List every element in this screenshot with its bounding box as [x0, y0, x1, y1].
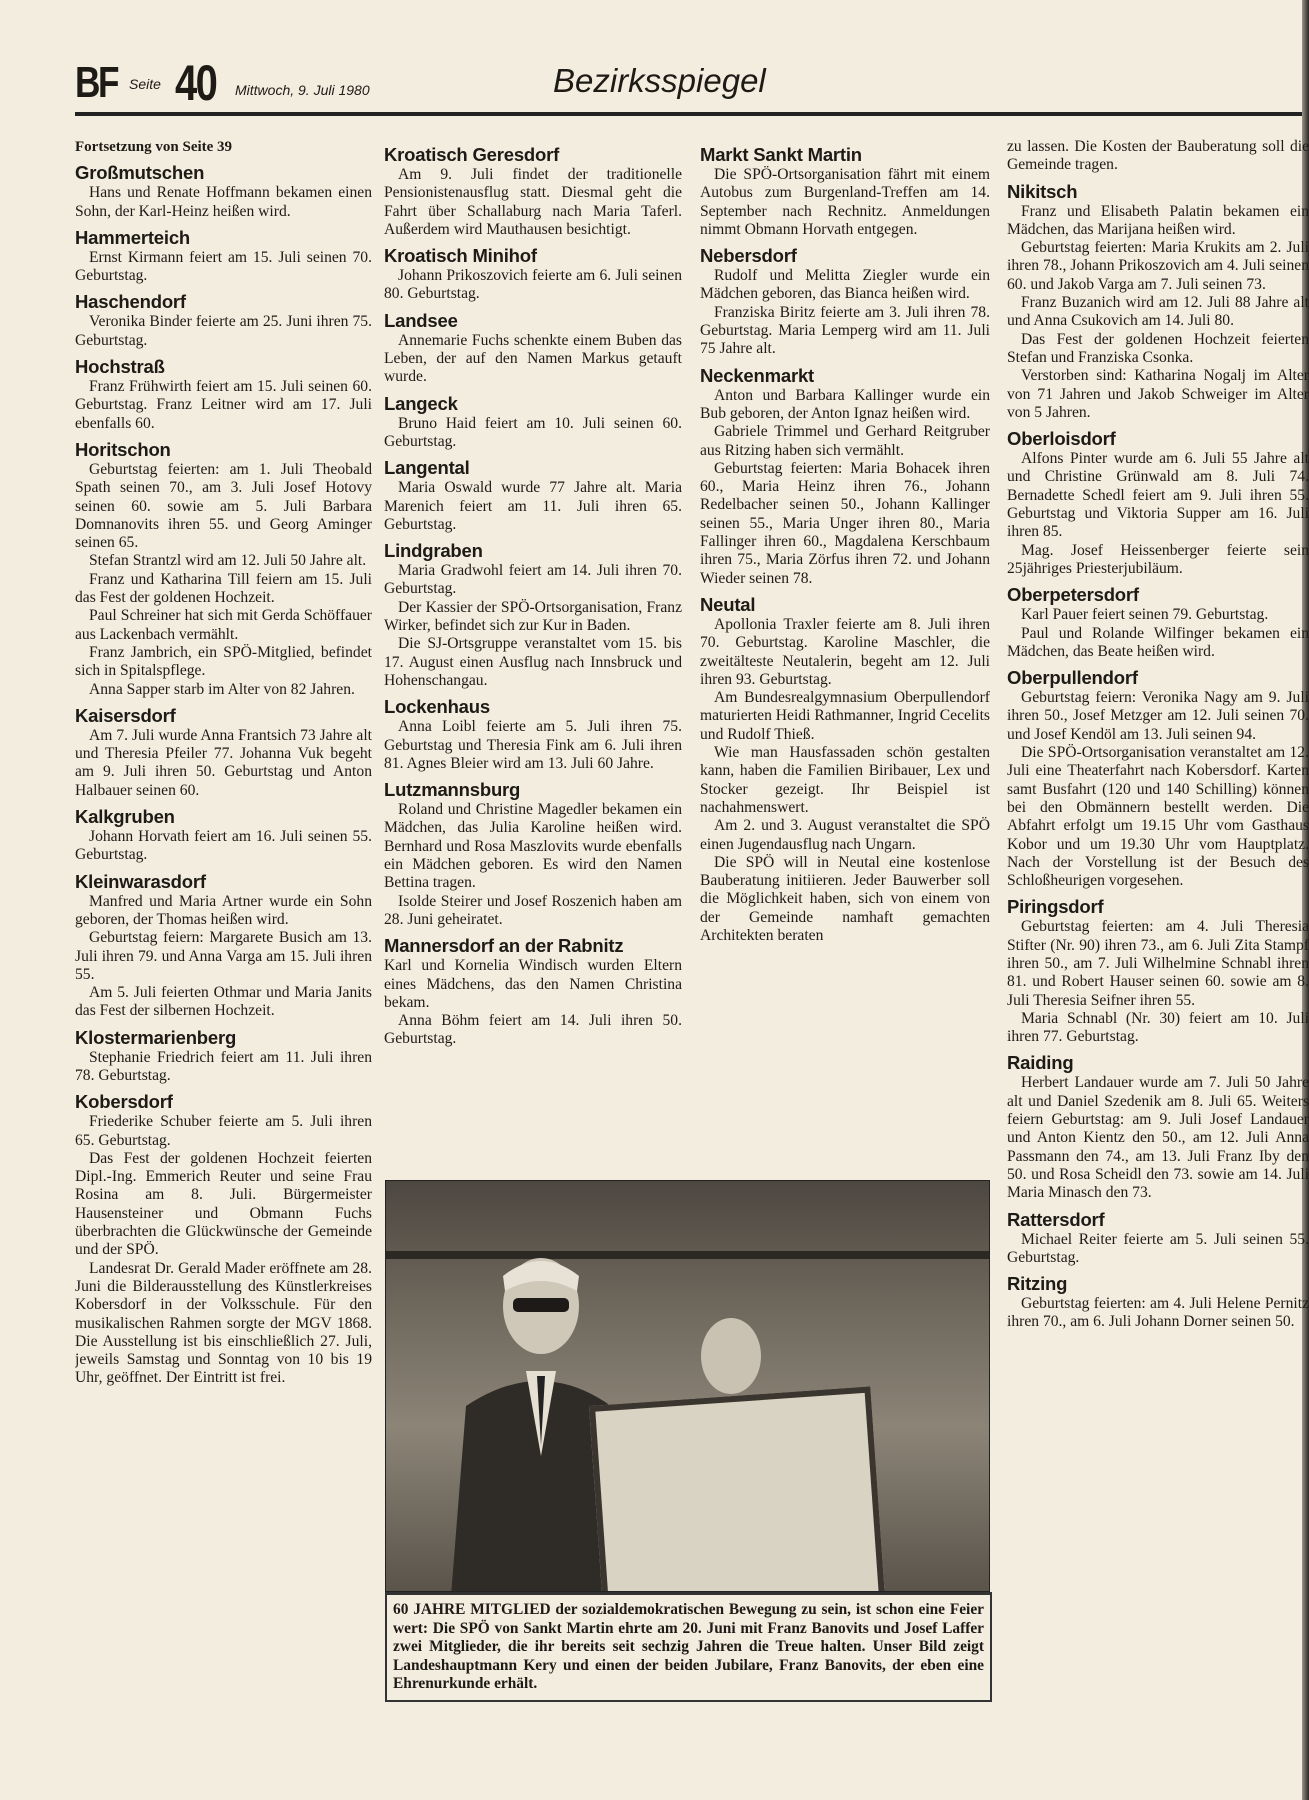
news-paragraph: Verstorben sind: Katharina Nogalj im Alter von 71 Jahren und Jakob Schweiger im Alter von 5 Jahren. — [1007, 367, 1309, 421]
news-paragraph: Stefan Strantzl wird am 12. Juli 50 Jahre alt. — [89, 552, 367, 570]
news-paragraph: Hans und Renate Hoffmann bekamen einen Sohn, der Karl-Heinz heißen wird. — [75, 184, 372, 220]
locality-heading: Kalkgruben — [75, 806, 175, 828]
locality-heading: Nikitsch — [1007, 180, 1078, 202]
issue-date: Mittwoch, 9. Juli 1980 — [235, 82, 370, 98]
news-paragraph: Geburtstag feierten: am 4. Juli Theresia Stifter (Nr. 90) ihren 73., am 6. Juli Zita Stampf ihren 50., am 7. Juli Wilhelmine Schnabl ihren 81. und Robert Hauser seinen 60. sowie am 8. Juli Theresia Seifner ihren 55. — [1007, 918, 1309, 1009]
locality-heading: Hochstraß — [75, 356, 165, 378]
news-paragraph: Annemarie Fuchs schenkte einem Buben das Leben, der auf den Namen Markus getauft wurde. — [384, 331, 682, 386]
news-paragraph: Franz Frühwirth feiert am 15. Juli seinen 60. Geburtstag. Franz Leitner wird am 17. Juli ebenfalls 60. — [75, 378, 372, 432]
photo-caption: 60 JAHRE MITGLIED der sozialdemokratischen Bewegung zu sein, ist schon eine Feier wert: Die SPÖ von Sankt Martin ehrte am 20. Juni mit Franz Banovits und Josef Laffer zwei Mitglieder, die ihr bereits seit sechzig Jahren die Treue halten. Unser Bild zeigt Landeshauptmann Kery und einen der beiden Jubilare, Franz Banovits, der eben eine Ehrenurkunde erhält. — [385, 1592, 992, 1702]
news-paragraph: Geburtstag feierten: Maria Krukits am 2. Juli ihren 78., Johann Prikoszovich am 4. Juli seinen 60. und Jakob Varga am 7. Juli seinen 73. — [1007, 239, 1309, 293]
news-paragraph: Landesrat Dr. Gerald Mader eröffnete am 28. Juni die Bilderausstellung des Künstlerkreises Kobersdorf in der Volksschule. Für den musikalischen Rahmen sorgte der MGV 1868. Die Ausstellung ist bis einschließlich 27. Juli, jeweils Samstag und Sonntag von 10 bis 19 Uhr, geöffnet. Der Eintritt ist frei. — [75, 1259, 372, 1387]
news-paragraph: Johann Horvath feiert am 16. Juli seinen 55. Geburtstag. — [75, 828, 372, 864]
news-paragraph: Geburtstag feiern: Margarete Busich am 13. Juli ihren 79. und Anna Varga am 15. Juli ihren 55. — [75, 929, 372, 983]
newspaper-logo: BF — [75, 58, 118, 107]
news-paragraph: Franz Jambrich, ein SPÖ-Mitglied, befindet sich in Spitalspflege. — [75, 643, 372, 680]
news-paragraph: Am Bundesrealgymnasium Oberpullendorf maturierten Heidi Rathmanner, Ingrid Cecelits und Rudolf Thieß. — [700, 689, 990, 743]
locality-heading: Hammerteich — [75, 226, 191, 248]
news-paragraph: Am 9. Juli findet der traditionelle Pensionistenausflug statt. Diesmal geht die Fahrt über Schallaburg nach Maria Taferl. Außerdem wird Mauthausen besichtigt. — [384, 166, 682, 238]
news-paragraph: Die SJ-Ortsgruppe veranstaltet vom 15. bis 17. August einen Ausflug nach Innsbruck und Hohenschangau. — [384, 635, 682, 689]
news-paragraph: Anna Böhm feiert am 14. Juli ihren 50. Geburtstag. — [384, 1012, 682, 1048]
news-paragraph: Das Fest der goldenen Hochzeit feierten Dipl.-Ing. Emmerich Reuter und seine Frau Rosina am 8. Juli. Bürgermeister Hausensteiner und Obmann Fuchs überbrachten die Glückwünsche der Gemeinde und der SPÖ. — [75, 1149, 372, 1259]
news-paragraph: Franz Buzanich wird am 12. Juli 88 Jahre alt und Anna Csukovich am 14. Juli 80. — [1007, 294, 1309, 330]
news-paragraph: Michael Reiter feierte am 5. Juli seinen 55. Geburtstag. — [1007, 1230, 1309, 1266]
locality-heading: Mannersdorf an der Rabnitz — [384, 935, 624, 957]
news-paragraph: Herbert Landauer wurde am 7. Juli 50 Jahre alt und Daniel Szedenik am 8. Juli 65. Weiters feiern Geburtstag: am 9. Juli Josef Landauer und Anton Kientz den 50., am 12. Juli Anna Passmann den 74., am 13. Juli Franz Iby den 50. und Rosa Scheidl den 73. sowie am 14. Juli Maria Minasch den 73. — [1007, 1074, 1309, 1202]
locality-heading: Lutzmannsburg — [384, 779, 521, 801]
news-paragraph: Franziska Biritz feierte am 3. Juli ihren 78. Geburtstag. Maria Lemperg wird am 11. Juli 75 Jahre alt. — [700, 303, 990, 358]
column-2 — [384, 138, 682, 1168]
locality-heading: Oberpetersdorf — [1007, 584, 1139, 606]
masthead — [75, 52, 1309, 112]
page-label: Seite — [129, 76, 161, 92]
news-paragraph: Apollonia Traxler feierte am 8. Juli ihren 70. Geburtstag. Karoline Maschler, die zweitälteste Neutalerin, begeht am 12. Juli ihren 93. Geburtstag. — [700, 615, 990, 688]
news-paragraph: Gabriele Trimmel und Gerhard Reitgruber aus Ritzing haben sich vermählt. — [700, 423, 990, 459]
news-paragraph: Am 7. Juli wurde Anna Frantsich 73 Jahre alt und Theresia Pfeiler 77. Johanna Vuk begeht am 9. Juli ihren 50. Geburtstag und Anton Halbauer seinen 60. — [75, 726, 372, 799]
news-paragraph: zu lassen. Die Kosten der Bauberatung soll die Gemeinde tragen. — [1007, 138, 1309, 174]
locality-heading: Oberpullendorf — [1007, 667, 1138, 689]
news-paragraph: Die SPÖ-Ortsorganisation veranstaltet am 12. Juli eine Theaterfahrt nach Kobersdorf. Karten samt Busfahrt (120 und 140 Schilling) können bei den Obmännern bestellt werden. Die Abfahrt erfolgt um 19.15 Uhr vom Gasthaus Kobor und um 19.30 Uhr vom Hauptplatz. Nach der Vorstellung ist der Besuch des Schloßheurigen vorgesehen. — [1007, 744, 1309, 890]
news-paragraph: Geburtstag feierten: Maria Bohacek ihren 60., Maria Heinz ihren 76., Johann Redelbacher seinen 50., Johann Kallinger seinen 55., Maria Unger ihren 80., Maria Fallinger ihren 60., Magdalena Kerschbaum ihren 75., Maria Zörfus ihren 72. und Johann Wieder seinen 78. — [700, 459, 990, 587]
masthead-rule — [75, 112, 1309, 116]
news-paragraph: Maria Schnabl (Nr. 30) feiert am 10. Juli ihren 77. Geburtstag. — [1007, 1009, 1309, 1046]
column-3 — [700, 138, 990, 1168]
locality-heading: Langeck — [384, 392, 458, 414]
continuation-note: Fortsetzung von Seite 39 — [75, 139, 233, 155]
certificate-of-honor — [589, 1386, 885, 1592]
news-paragraph: Franz und Elisabeth Palatin bekamen ein Mädchen, das Marijana heißen wird. — [1007, 202, 1309, 238]
news-paragraph: Manfred und Maria Artner wurde ein Sohn geboren, der Thomas heißen wird. — [75, 892, 372, 928]
news-paragraph: Anton und Barbara Kallinger wurde ein Bub geboren, der Anton Ignaz heißen wird. — [700, 386, 990, 422]
news-paragraph: Wie man Hausfassaden schön gestalten kann, haben die Familien Biribauer, Lex und Stocker gezeigt. Ihr Beispiel ist nachahmenswert. — [700, 744, 990, 816]
news-photo — [385, 1180, 990, 1592]
news-paragraph: Maria Gradwohl feiert am 14. Juli ihren 70. Geburtstag. — [384, 562, 682, 598]
news-paragraph: Der Kassier der SPÖ-Ortsorganisation, Franz Wirker, befindet sich zur Kur in Baden. — [384, 598, 682, 635]
news-paragraph: Franz und Katharina Till feiern am 15. Juli das Fest der goldenen Hochzeit. — [75, 570, 372, 607]
news-paragraph: Johann Prikoszovich feierte am 6. Juli seinen 80. Geburtstag. — [384, 267, 682, 303]
news-paragraph: Paul Schreiner hat sich mit Gerda Schöffauer aus Lackenbach vermählt. — [75, 607, 372, 643]
locality-heading: Kobersdorf — [75, 1091, 173, 1113]
locality-heading: Kleinwarasdorf — [75, 870, 206, 892]
news-paragraph: Isolde Steirer und Josef Roszenich haben am 28. Juni geheiratet. — [384, 892, 682, 928]
news-paragraph: Friederike Schuber feierte am 5. Juli ihren 65. Geburtstag. — [75, 1113, 372, 1149]
news-paragraph: Die SPÖ will in Neutal eine kostenlose Bauberatung initiieren. Jeder Bauwerber soll die Möglichkeit haben, sich von einem von der Gemeinde namhaft gemachten Architekten beraten — [700, 853, 990, 944]
locality-heading: Rattersdorf — [1007, 1208, 1105, 1230]
news-paragraph: Karl und Kornelia Windisch wurden Eltern eines Mädchens, das den Namen Christina bekam. — [384, 957, 682, 1011]
news-paragraph: Alfons Pinter wurde am 6. Juli 55 Jahre alt und Christine Grünwald am 8. Juli 74. Bernadette Schedl feiert am 9. Juli ihren 55. Geburtstag und Viktoria Supper am 16. Juli ihren 85. — [1007, 450, 1309, 541]
locality-heading: Piringsdorf — [1007, 896, 1104, 918]
news-paragraph: Geburtstag feierten: am 1. Juli Theobald Spath seinen 70., am 3. Juli Josef Hotovy seinen 60. sowie am 5. Juli Barbara Domnanovits ihren 55. und Georg Aminger seinen 65. — [75, 460, 372, 552]
news-paragraph: Anna Sapper starb im Alter von 82 Jahren. — [89, 680, 355, 698]
column-1 — [75, 138, 372, 1738]
locality-heading: Lindgraben — [384, 540, 483, 562]
locality-heading: Kroatisch Minihof — [384, 245, 537, 267]
locality-heading: Haschendorf — [75, 291, 186, 313]
news-paragraph: Bruno Haid feiert am 10. Juli seinen 60. Geburtstag. — [384, 414, 682, 450]
locality-heading: Klostermarienberg — [75, 1026, 237, 1048]
news-paragraph: Mag. Josef Heissenberger feierte sein 25jähriges Priesterjubiläum. — [1007, 541, 1309, 577]
section-title: Bezirksspiegel — [553, 62, 766, 99]
column-4 — [1007, 138, 1309, 1738]
news-paragraph: Karl Pauer feiert seinen 79. Geburtstag. — [1021, 606, 1269, 624]
locality-heading: Landsee — [384, 309, 458, 331]
news-paragraph: Ernst Kirmann feiert am 15. Juli seinen 70. Geburtstag. — [75, 248, 372, 285]
locality-heading: Langental — [384, 457, 470, 479]
news-paragraph: Das Fest der goldenen Hochzeit feierten Stefan und Franziska Csonka. — [1007, 330, 1309, 366]
news-paragraph: Geburtstag feiern: Veronika Nagy am 9. Juli ihren 50., Josef Metzger am 12. Juli seinen 70. und Josef Kendöl am 13. Juli seinen 94. — [1007, 689, 1309, 743]
locality-heading: Raiding — [1007, 1052, 1074, 1074]
news-paragraph: Roland und Christine Magedler bekamen ein Mädchen, das Julia Karoline heißen wird. Bernhard und Rosa Maszlovits wurde ebenfalls ein Mädchen geboren. Es wird den Namen Bettina tragen. — [384, 801, 682, 892]
locality-heading: Neckenmarkt — [700, 364, 815, 386]
news-paragraph: Rudolf und Melitta Ziegler wurde ein Mädchen geboren, das Bianca heißen wird. — [700, 267, 990, 303]
news-paragraph: Maria Oswald wurde 77 Jahre alt. Maria Marenich feiert am 11. Juli ihren 65. Geburtstag. — [384, 479, 682, 533]
locality-heading: Ritzing — [1007, 1273, 1068, 1295]
locality-heading: Lockenhaus — [384, 696, 490, 718]
locality-heading: Nebersdorf — [700, 245, 797, 267]
news-paragraph: Geburtstag feierten: am 4. Juli Helene Pernitz ihren 70., am 6. Juli Johann Dorner seinen 50. — [1007, 1295, 1309, 1331]
locality-heading: Kroatisch Geresdorf — [384, 144, 560, 165]
news-paragraph: Stephanie Friedrich feiert am 11. Juli ihren 78. Geburtstag. — [75, 1048, 372, 1084]
locality-heading: Horitschon — [75, 438, 171, 460]
news-paragraph: Veronika Binder feierte am 25. Juni ihren 75. Geburtstag. — [75, 313, 372, 349]
locality-heading: Oberloisdorf — [1007, 428, 1116, 450]
locality-heading: Markt Sankt Martin — [700, 144, 862, 165]
news-paragraph: Paul und Rolande Wilfinger bekamen ein Mädchen, das Beate heißen wird. — [1007, 624, 1309, 660]
page-number: 40 — [175, 55, 217, 111]
news-paragraph: Anna Loibl feierte am 5. Juli ihren 75. Geburtstag und Theresia Fink am 6. Juli ihren 81. Agnes Bleier wird am 13. Juli 60 Jahre. — [384, 718, 682, 772]
locality-heading: Großmutschen — [75, 162, 205, 184]
news-paragraph: Die SPÖ-Ortsorganisation fährt mit einem Autobus zum Burgenland-Treffen am 14. September nach Rechnitz. Anmeldungen nimmt Obmann Horvath entgegen. — [700, 166, 990, 238]
news-paragraph: Am 5. Juli feierten Othmar und Maria Janits das Fest der silbernen Hochzeit. — [75, 984, 372, 1020]
news-paragraph: Am 2. und 3. August veranstaltet die SPÖ einen Jugendausflug nach Ungarn. — [700, 817, 990, 853]
locality-heading: Neutal — [700, 593, 756, 615]
locality-heading: Kaisersdorf — [75, 704, 176, 726]
